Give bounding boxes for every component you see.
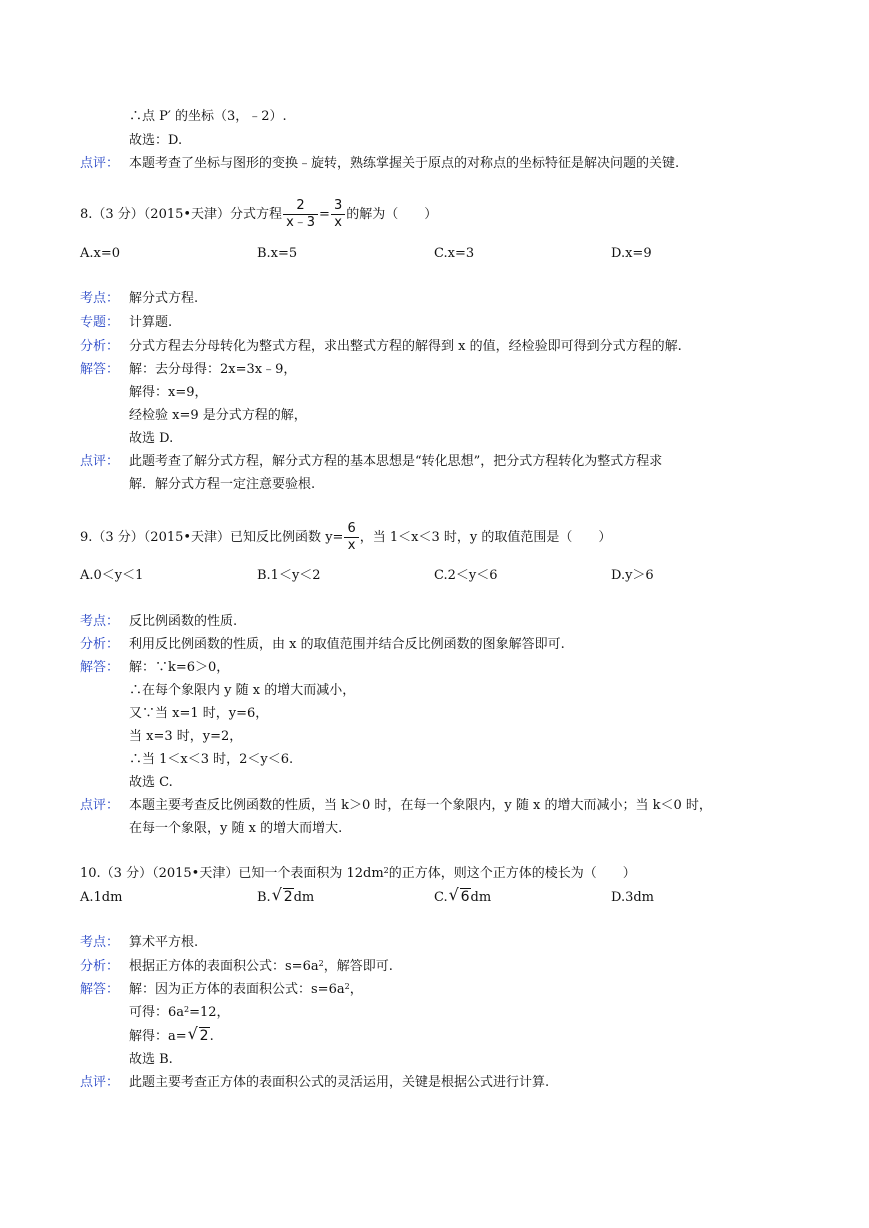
q10-option-b	[257, 885, 315, 907]
q10-jieda-line-1	[129, 981, 363, 999]
q8-fraction-2-numerator: 3	[331, 198, 345, 215]
q9-fenxi-label: 分析：	[80, 637, 120, 652]
q10-option-c-radical-sign: √	[448, 885, 459, 904]
q7-answer-line-2: 故选：D.	[129, 133, 183, 148]
q9-jieda-line-1: 解：∵k=6＞0，	[129, 660, 230, 675]
q9-jieda-line-2: ∴在每个象限内 y 随 x 的增大而减小，	[129, 683, 356, 698]
q10-jieda-line-3-post: .	[209, 1029, 214, 1044]
q7-comment-label: 点评：	[80, 156, 120, 171]
q10-option-c-prefix: C.	[434, 890, 448, 905]
q8-stem	[80, 198, 437, 231]
q10-option-b-sqrt	[271, 885, 294, 907]
q9-kaodian-label: 考点：	[80, 614, 120, 629]
q9-jieda-line-3: 又∵当 x=1 时，y=6，	[129, 706, 269, 721]
q8-kaodian-label: 考点：	[80, 291, 120, 306]
q8-jieda-line-1: 解：去分母得：2x=3x﹣9，	[129, 362, 297, 377]
q8-option-d: D.x=9	[611, 246, 652, 261]
q9-option-d: D.y＞6	[611, 568, 654, 583]
q8-stem-post: 的解为（ ）	[346, 207, 438, 222]
q10-dianping-label: 点评：	[80, 1075, 120, 1090]
q9-dianping-line-2: 在每一个象限，y 随 x 的增大而增大.	[129, 821, 343, 836]
q8-zhuanti-text: 计算题.	[129, 315, 173, 330]
q10-jieda-line-4: 故选 B.	[129, 1052, 173, 1067]
q10-option-b-radicand: 2	[283, 889, 293, 905]
q10-jieda-line-3	[129, 1024, 214, 1046]
q10-jieda-line-3-pre: 解得：a=	[129, 1029, 187, 1044]
q9-fraction-numerator: 6	[344, 521, 358, 538]
q10-option-c-unit: dm	[470, 890, 492, 905]
q9-jieda-label: 解答：	[80, 660, 120, 675]
q9-option-a: A.0＜y＜1	[80, 568, 144, 583]
q10-jieda-radicand: 2	[199, 1028, 209, 1044]
q8-dianping-line-1: 此题考查了解分式方程，解分式方程的基本思想是“转化思想”，把分式方程转化为整式方程求	[129, 454, 663, 469]
q10-stem-superscript: 2	[383, 866, 389, 875]
q9-jieda-line-5: ∴当 1＜x＜3 时，2＜y＜6.	[129, 752, 294, 767]
q10-stem	[80, 865, 636, 883]
q8-jieda-line-2: 解得：x=9，	[129, 385, 208, 400]
q10-fenxi-post: ，解答即可.	[323, 959, 393, 974]
q10-jieda-line-2-superscript: 2	[184, 1005, 190, 1014]
q7-answer-line-1: ∴点 P′ 的坐标（3，﹣2）.	[129, 109, 287, 124]
q10-option-c-radicand: 6	[460, 889, 470, 905]
q8-fraction-1-numerator: 2	[283, 198, 318, 215]
q10-fenxi-text	[129, 958, 393, 976]
q8-equals: =	[319, 207, 330, 222]
q10-stem-pre: 10.（3 分）（2015•天津）已知一个表面积为 12dm	[80, 866, 384, 881]
q8-option-a: A.x=0	[80, 246, 121, 261]
q8-fraction-2-denominator: x	[334, 215, 342, 230]
q10-option-b-unit: dm	[293, 890, 315, 905]
q8-fraction-2	[331, 198, 345, 231]
q8-option-c: C.x=3	[434, 246, 475, 261]
q10-jieda-line-2-pre: 可得：6a	[129, 1005, 185, 1020]
q10-option-d: D.3dm	[611, 890, 655, 905]
q9-stem-post: ，当 1＜x＜3 时，y 的取值范围是（ ）	[359, 530, 612, 545]
q10-jieda-label: 解答：	[80, 982, 120, 997]
q10-option-b-prefix: B.	[257, 890, 271, 905]
q10-kaodian-text: 算术平方根.	[129, 935, 199, 950]
q8-fenxi-label: 分析：	[80, 339, 120, 354]
q10-option-c	[434, 885, 492, 907]
q8-dianping-line-2: 解．解分式方程一定注意要验根.	[129, 477, 316, 492]
q10-jieda-line-3-sqrt	[187, 1024, 210, 1046]
q10-jieda-line-1-superscript: 2	[344, 982, 350, 991]
q8-jieda-label: 解答：	[80, 362, 120, 377]
q9-stem-pre: 9.（3 分）（2015•天津）已知反比例函数 y=	[80, 530, 344, 545]
q9-option-c: C.2＜y＜6	[434, 568, 498, 583]
q10-option-a: A.1dm	[80, 890, 123, 905]
q10-jieda-line-2	[129, 1004, 230, 1022]
q8-kaodian-text: 解分式方程.	[129, 291, 199, 306]
q10-jieda-line-1-post: ，	[349, 982, 363, 997]
q8-fraction-1	[283, 198, 318, 231]
q8-jieda-line-3: 经检验 x=9 是分式方程的解，	[129, 408, 307, 423]
q8-option-b: B.x=5	[257, 246, 298, 261]
q10-stem-post: 的正方体，则这个正方体的棱长为（ ）	[388, 866, 636, 881]
q8-dianping-label: 点评：	[80, 454, 120, 469]
q7-comment-text: 本题考查了坐标与图形的变换﹣旋转，熟练掌握关于原点的对称点的坐标特征是解决问题的关键.	[129, 156, 680, 171]
q9-dianping-line-1: 本题主要考查反比例函数的性质，当 k＞0 时，在每一个象限内，y 随 x 的增大而减小；当 k＜0 时，	[129, 798, 712, 813]
q10-fenxi-pre: 根据正方体的表面积公式：s=6a	[129, 959, 319, 974]
q9-jieda-line-6: 故选 C.	[129, 775, 173, 790]
q8-stem-pre: 8.（3 分）（2015•天津）分式方程	[80, 207, 283, 222]
q10-jieda-radical-sign: √	[187, 1024, 198, 1043]
q10-option-b-radical-sign: √	[271, 885, 282, 904]
q8-jieda-line-4: 故选 D.	[129, 431, 174, 446]
q10-fenxi-superscript: 2	[318, 959, 324, 968]
q9-dianping-label: 点评：	[80, 798, 120, 813]
q10-dianping-text: 此题主要考查正方体的表面积公式的灵活运用，关键是根据公式进行计算.	[129, 1075, 550, 1090]
q8-zhuanti-label: 专题：	[80, 315, 120, 330]
q10-fenxi-label: 分析：	[80, 959, 120, 974]
q9-stem	[80, 521, 611, 554]
q9-kaodian-text: 反比例函数的性质.	[129, 614, 238, 629]
q9-fraction	[344, 521, 358, 554]
q8-fenxi-text: 分式方程去分母转化为整式方程，求出整式方程的解得到 x 的值，经检验即可得到分式方程的解.	[129, 339, 682, 354]
q10-option-c-sqrt	[448, 885, 471, 907]
q9-jieda-line-4: 当 x=3 时，y=2，	[129, 729, 243, 744]
q10-jieda-line-2-post: =12，	[189, 1005, 230, 1020]
q10-kaodian-label: 考点：	[80, 935, 120, 950]
q9-fraction-denominator: x	[347, 538, 356, 553]
q10-jieda-line-1-pre: 解：因为正方体的表面积公式：s=6a	[129, 982, 345, 997]
q9-option-b: B.1＜y＜2	[257, 568, 321, 583]
q8-fraction-1-denominator: x﹣3	[286, 215, 316, 230]
q9-fenxi-text: 利用反比例函数的性质，由 x 的取值范围并结合反比例函数的图象解答即可.	[129, 637, 565, 652]
